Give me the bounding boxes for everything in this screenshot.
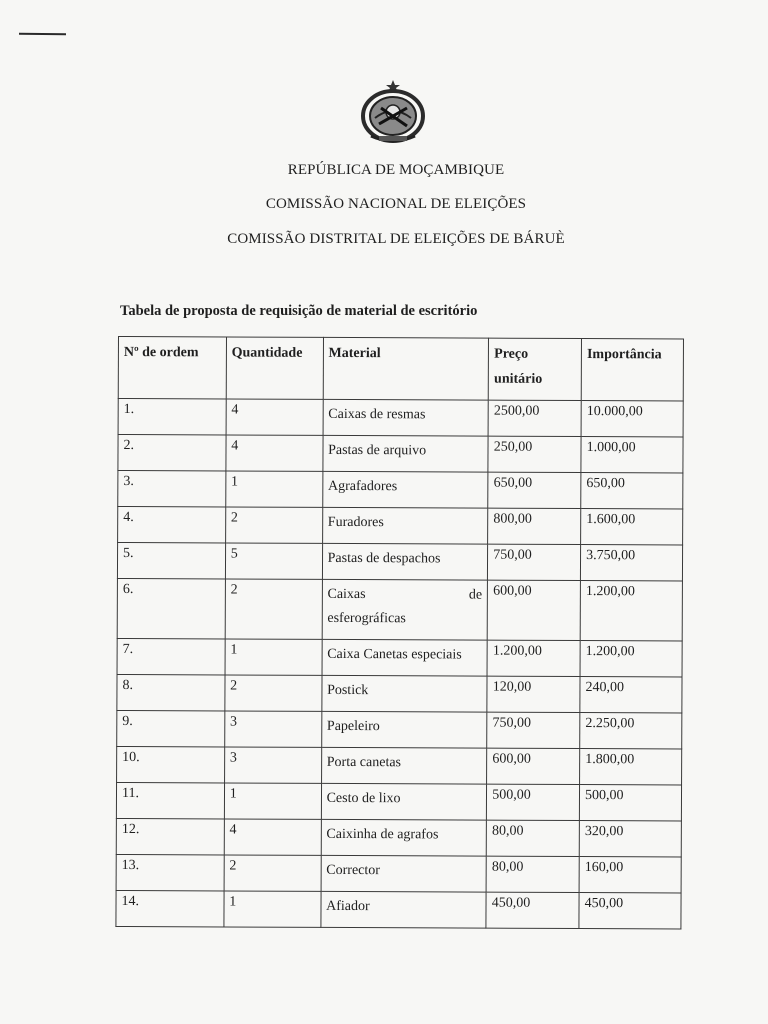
cell-quantity: 4 [226,399,323,435]
cell-quantity: 2 [225,675,322,711]
cell-material: Corrector [321,855,487,892]
cell-order: 1. [118,399,226,435]
cell-unit-price: 1.200,00 [487,640,580,676]
cell-order: 11. [116,782,224,818]
cell-amount: 160,00 [579,857,681,893]
col-header-material: Material [323,337,489,400]
cell-order: 6. [117,578,225,638]
table-row [117,710,682,748]
cell-unit-price: 600,00 [487,580,580,640]
cell-quantity: 1 [225,639,322,675]
cell-quantity: 4 [224,819,321,855]
col-header-quantity: Quantidade [226,337,323,399]
cell-material: Furadores [322,507,488,544]
table-row [117,578,682,640]
cell-order: 7. [117,638,225,674]
table-row [118,399,683,437]
table-header-row [118,337,683,401]
cell-quantity: 5 [225,543,322,579]
cell-material: Caixa Canetas especiais [322,639,488,676]
col-header-order: Nº de ordem [118,337,226,399]
table-row [116,818,681,856]
cell-amount: 450,00 [579,893,681,929]
cell-amount: 2.250,00 [580,713,682,749]
col-header-amount: Importância [581,339,683,401]
table-row [116,854,681,892]
cell-amount: 240,00 [580,677,682,713]
cell-amount: 1.000,00 [581,437,683,473]
cell-unit-price: 750,00 [488,544,581,580]
cell-amount: 320,00 [579,821,681,857]
cell-material-part2: de [468,587,483,603]
cell-material: Afiador [321,891,487,928]
table-row [117,674,682,712]
cell-unit-price: 450,00 [486,892,579,928]
header-republic: REPÚBLICA DE MOÇAMBIQUE [287,162,505,178]
mozambique-emblem-icon [357,78,429,146]
cell-material-part1: Caixas [327,586,366,603]
header-district-commission: COMISSÃO DISTRITAL DE ELEIÇÕES DE BÁRUÈ [227,231,565,247]
cell-unit-price: 80,00 [486,856,579,892]
cell-material: Pastas de despachos [322,543,488,580]
cell-material [322,579,488,640]
cell-material: Pastas de arquivo [323,435,489,472]
cell-material: Papeleiro [321,711,487,748]
cell-order: 3. [118,471,226,507]
cell-unit-price: 120,00 [487,676,580,712]
cell-amount: 650,00 [581,473,683,509]
cell-quantity: 2 [225,579,322,639]
table-row [117,543,682,581]
cell-order: 4. [118,507,226,543]
cell-order: 2. [118,435,226,471]
cell-amount: 1.200,00 [580,641,682,677]
cell-quantity: 3 [224,711,321,747]
cell-order: 9. [117,710,225,746]
table-row [117,746,682,784]
cell-unit-price: 650,00 [488,472,581,508]
cell-quantity: 2 [225,507,322,543]
cell-amount: 1.800,00 [580,749,682,785]
cell-quantity: 1 [225,471,322,507]
requisition-table [115,336,684,929]
table-row [118,507,683,545]
cell-material: Agrafadores [322,471,488,508]
scan-mark-line [19,33,66,35]
cell-order: 14. [116,890,224,926]
col-header-unit-price-line2: unitário [494,371,543,387]
cell-order: 12. [116,818,224,854]
cell-amount: 1.600,00 [581,509,683,545]
table-row [116,890,681,928]
cell-quantity: 3 [224,747,321,783]
cell-material: Postick [321,675,487,712]
table-row [118,435,683,473]
cell-material: Caixinha de agrafos [321,819,487,856]
cell-amount: 1.200,00 [580,581,682,641]
cell-quantity: 1 [224,891,321,927]
cell-order: 5. [117,543,225,579]
cell-material: Cesto de lixo [321,783,487,820]
cell-unit-price: 600,00 [487,748,580,784]
cell-material: Caixas de resmas [323,399,489,436]
cell-order: 10. [117,746,225,782]
cell-unit-price: 250,00 [488,436,581,472]
table-row [117,638,682,676]
cell-unit-price: 2500,00 [488,400,581,436]
cell-quantity: 4 [226,435,323,471]
header-national-commission: COMISSÃO NACIONAL DE ELEIÇÕES [265,196,527,212]
cell-amount: 3.750,00 [581,545,683,581]
table-title: Tabela de proposta de requisição de material de escritório [120,303,478,319]
cell-amount: 500,00 [579,785,681,821]
cell-unit-price: 800,00 [488,508,581,544]
cell-unit-price: 80,00 [486,820,579,856]
cell-amount: 10.000,00 [581,401,683,437]
cell-order: 13. [116,854,224,890]
cell-quantity: 2 [224,855,321,891]
col-header-unit-price-line1: Preço [494,346,529,362]
cell-material: Porta canetas [321,747,487,784]
cell-material-part3: esferográficas [327,610,406,627]
cell-unit-price: 750,00 [487,712,580,748]
table-row [116,782,681,820]
cell-quantity: 1 [224,783,321,819]
table-row [118,471,683,509]
cell-order: 8. [117,674,225,710]
cell-unit-price: 500,00 [487,784,580,820]
col-header-unit-price [488,338,581,400]
